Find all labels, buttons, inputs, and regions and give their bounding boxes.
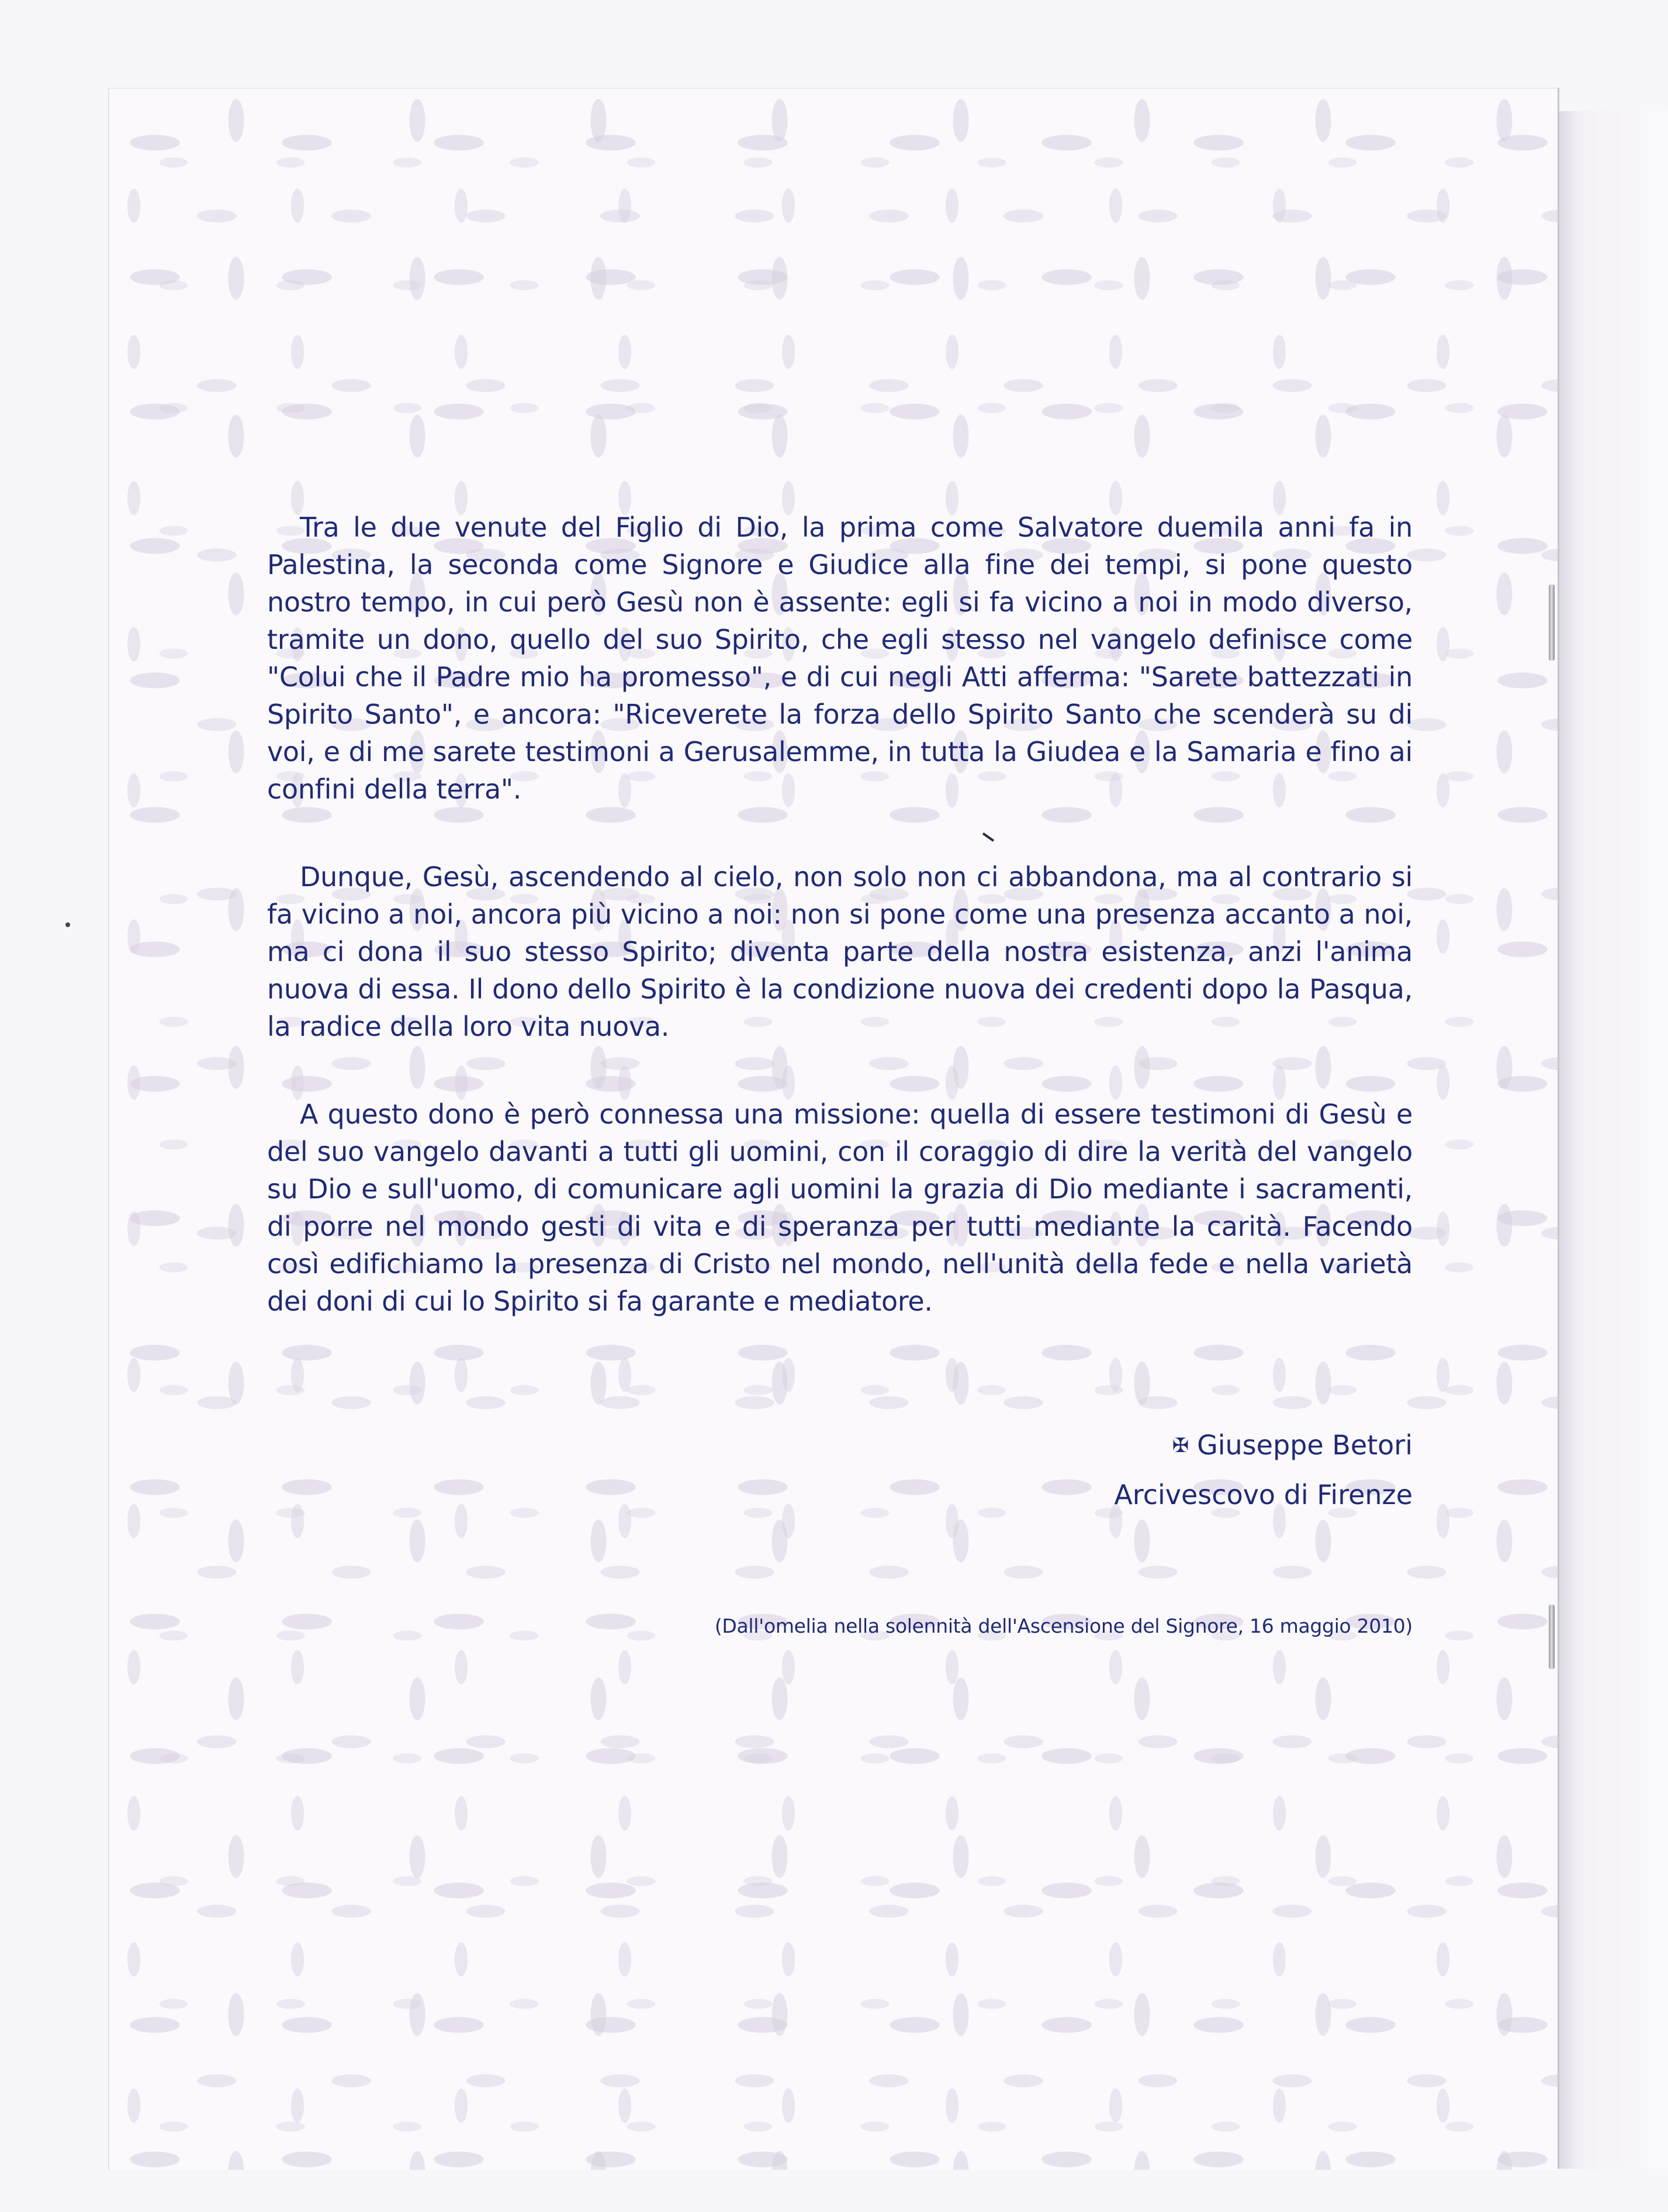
homily-text [267,509,1413,1370]
source-citation: (Dall'omelia nella solennità dell'Ascensione del Signore, 16 maggio 2010) [714,1615,1413,1637]
booklet-next-page-edge [1559,111,1668,2169]
paragraph-3: A questo dono è però connessa una missione: quella di essere testimoni di Gesù e del suo vangelo davanti a tutti gli uomini, con il coraggio di dire la verità del vangelo su Dio e sull'uomo, di comunicare agli uomini la grazia di Dio mediante i sacramenti, di porre nel mondo gesti di vita e di speranza per tutti mediante la carità. Facendo così edifichiamo la presenza di Cristo nel mondo, nell'unità della fede e nella varietà dei doni di cui lo Spirito si fa garante e mediatore. [267,1098,1413,1317]
scan-speck [65,922,70,927]
signature-name-line [1114,1420,1413,1470]
paragraph-2: Dunque, Gesù, ascendendo al cielo, non solo non ci abbandona, ma al contrario si fa vicino a noi, ancora più vicino a noi: non si pone come una presenza accanto a noi, ma ci dona il suo stesso Spirito; diventa parte della nostra esistenza, anzi l'anima nuova di essa. Il dono dello Spirito è la condizione nuova dei credenti dopo la Pasqua, la radice della loro vita nuova. [267,861,1413,1042]
paragraph-1: Tra le due venute del Figlio di Dio, la prima come Salvatore duemila anni fa in Palestina, la seconda come Signore e Giudice alla fine dei tempi, si pone questo nostro tempo, in cui però Gesù non è assente: egli si fa vicino a noi in modo diverso, tramite un dono, quello del suo Spirito, che egli stesso nel vangelo definisce come "Colui che il Padre mio ha promesso", e di cui negli Atti afferma: "Sarete battezzati in Spirito Santo", e ancora: "Riceverete la forza dello Spirito Santo che scenderà su di voi, e di me sarete testimoni a Gerusalemme, in tutta la Giudea e la Samaria e fino ai confini della terra". [267,511,1413,805]
staple-top [1549,585,1555,661]
signature-block [1114,1420,1413,1519]
cross-icon: ✠ [1172,1434,1189,1457]
booklet-spine [1558,88,1559,2169]
signature-title: Arcivescovo di Firenze [1114,1479,1413,1511]
signature-name: Giuseppe Betori [1197,1429,1413,1461]
staple-bottom [1549,1605,1555,1669]
